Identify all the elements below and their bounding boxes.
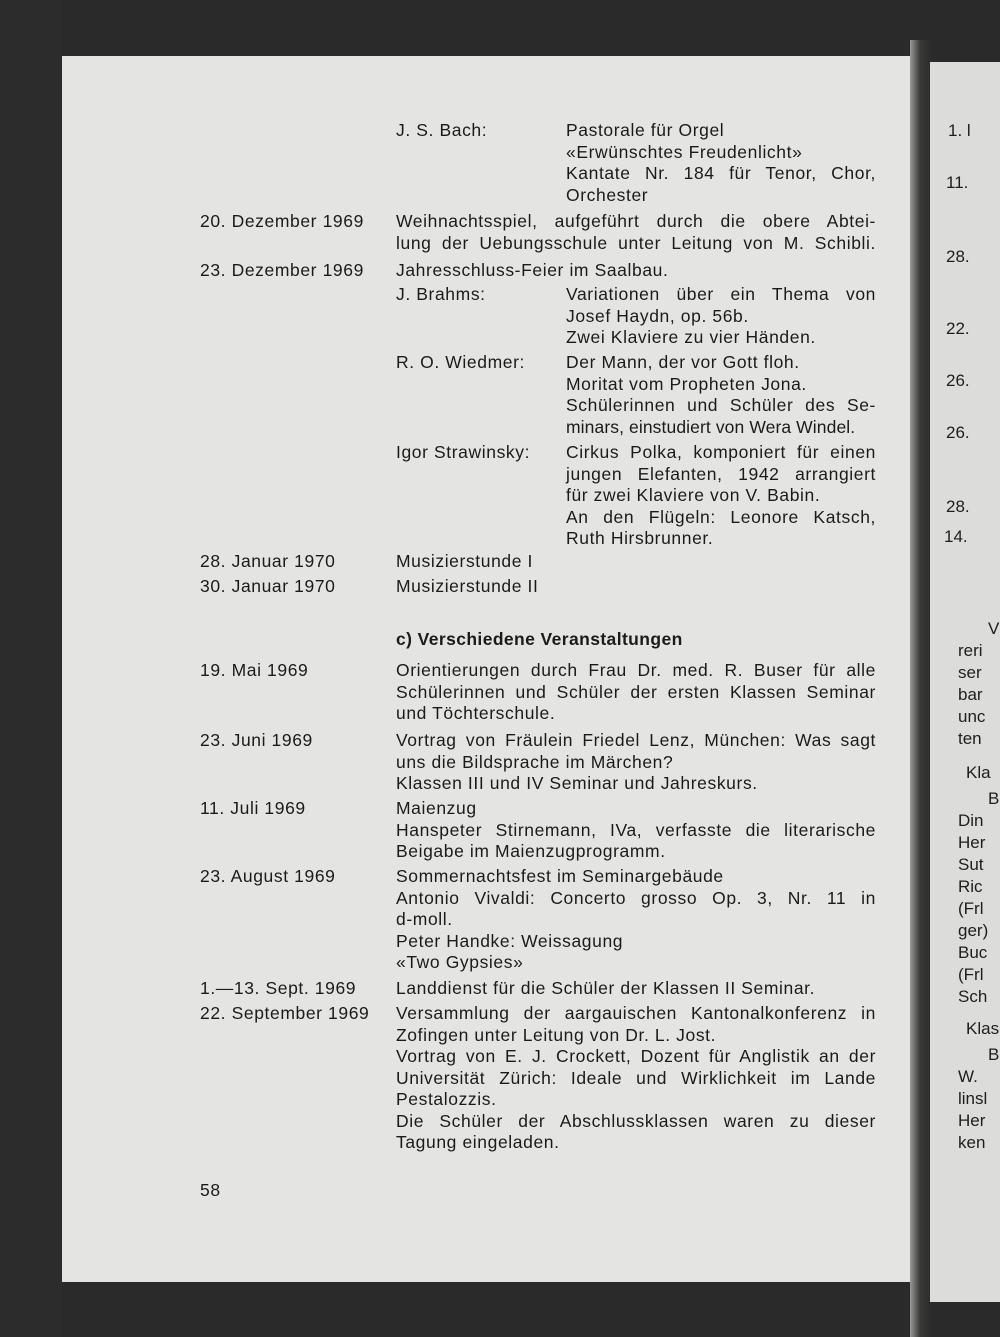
event-line: Vortrag von Fräulein Friedel Lenz, München: Was sagt bbox=[396, 730, 876, 750]
event-line: Versammlung der aargauischen Kantonalkonferenz in bbox=[396, 1003, 876, 1023]
fragment-line: Her bbox=[958, 1111, 986, 1130]
event-date: 22. September 1969 bbox=[200, 1003, 370, 1023]
event-line: lung der Uebungsschule unter Leitung von M. Schibli. bbox=[396, 232, 876, 253]
fragment-line: Buc bbox=[958, 943, 988, 962]
work-line: «Erwünschtes Freudenlicht» bbox=[566, 141, 803, 162]
fragment-line: Din bbox=[958, 811, 984, 830]
fragment-line: ser bbox=[958, 663, 982, 682]
event-date: 20. Dezember 1969 bbox=[200, 211, 364, 231]
fragment-line: 26. bbox=[946, 423, 970, 442]
event-date: 11. Juli 1969 bbox=[200, 798, 306, 818]
book-gutter bbox=[910, 40, 932, 1337]
work-line: Zwei Klaviere zu vier Händen. bbox=[566, 327, 816, 347]
fragment-line: Sut bbox=[958, 855, 984, 874]
fragment-line: Klas bbox=[966, 1019, 1000, 1038]
fragment-line: 28. bbox=[946, 247, 970, 266]
work-line: Cirkus Polka, komponiert für einen bbox=[566, 442, 876, 462]
event-date: 1.—13. Sept. 1969 bbox=[200, 978, 357, 998]
fragment-line: Kla bbox=[966, 763, 991, 782]
event-line: Landdienst für die Schüler der Klassen II Seminar. bbox=[396, 978, 816, 998]
event-line: Universität Zürich: Ideale und Wirklichkeit im Lande bbox=[396, 1067, 876, 1088]
work-line: Der Mann, der vor Gott floh. bbox=[566, 352, 800, 372]
event-line: Maienzug bbox=[396, 798, 477, 818]
work-line: Schülerinnen und Schüler des Se- bbox=[566, 395, 876, 415]
work-line: jungen Elefanten, 1942 arrangiert bbox=[566, 463, 876, 484]
event-line: und Töchterschule. bbox=[396, 703, 556, 723]
fragment-line: 14. bbox=[944, 527, 968, 546]
event-line: Klassen III und IV Seminar und Jahreskurs. bbox=[396, 773, 758, 793]
event-line: «Two Gypsies» bbox=[396, 952, 524, 972]
event-line: Tagung eingeladen. bbox=[396, 1132, 560, 1152]
fragment-line: linsl bbox=[958, 1089, 988, 1108]
fragment-line: (Frl bbox=[958, 899, 984, 918]
fragment-line: B bbox=[988, 1045, 1000, 1064]
work-line: Variationen über ein Thema von bbox=[566, 284, 876, 304]
fragment-line: reri bbox=[958, 641, 983, 660]
work-line: für zwei Klaviere von V. Babin. bbox=[566, 485, 821, 505]
event-date: 23. August 1969 bbox=[200, 866, 336, 886]
event-line: uns die Bildsprache im Märchen? bbox=[396, 751, 674, 772]
event-line: Hanspeter Stirnemann, IVa, verfasste die literarische bbox=[396, 819, 876, 840]
event-line: Vortrag von E. J. Crockett, Dozent für Anglistik an der bbox=[396, 1046, 876, 1066]
fragment-line: Sch bbox=[958, 987, 988, 1006]
work-line: Kantate Nr. 184 für Tenor, Chor, bbox=[566, 163, 876, 183]
composer-label: J. S. Bach: bbox=[396, 120, 488, 140]
fragment-line: B bbox=[988, 789, 1000, 808]
event-date: 30. Januar 1970 bbox=[200, 576, 336, 596]
fragment-line: ger) bbox=[958, 921, 989, 940]
adjacent-page-fragment bbox=[930, 62, 1000, 1302]
fragment-line: bar bbox=[958, 685, 983, 704]
event-line: Pestalozzis. bbox=[396, 1089, 497, 1109]
composer-label: R. O. Wiedmer: bbox=[396, 352, 525, 372]
fragment-line: ten bbox=[958, 729, 982, 748]
event-date: 23. Dezember 1969 bbox=[200, 260, 364, 280]
fragment-line: V bbox=[988, 619, 1000, 638]
composer-label: Igor Strawinsky: bbox=[396, 442, 531, 462]
work-line: Moritat vom Propheten Jona. bbox=[566, 373, 807, 394]
event-line: Musizierstunde II bbox=[396, 576, 539, 596]
event-line: d-moll. bbox=[396, 909, 453, 929]
work-line: minars, einstudiert von Wera Windel. bbox=[566, 416, 856, 437]
fragment-line: 26. bbox=[946, 371, 970, 390]
event-date: 28. Januar 1970 bbox=[200, 551, 336, 571]
event-line: Die Schüler der Abschlussklassen waren zu dieser bbox=[396, 1110, 876, 1131]
work-line: Ruth Hirsbrunner. bbox=[566, 528, 714, 548]
composer-label: J. Brahms: bbox=[396, 284, 486, 304]
fragment-line: 28. bbox=[946, 497, 970, 516]
event-line: Jahresschluss-Feier im Saalbau. bbox=[396, 260, 669, 280]
event-date: 23. Juni 1969 bbox=[200, 730, 313, 750]
fragment-line: 22. bbox=[946, 319, 970, 338]
event-line: Orientierungen durch Frau Dr. med. R. Buser für alle bbox=[396, 660, 876, 680]
work-line: Orchester bbox=[566, 184, 649, 205]
fragment-line: 1. l bbox=[948, 121, 971, 140]
scan-background-left bbox=[0, 0, 62, 1337]
page-number: 58 bbox=[200, 1180, 221, 1200]
event-line: Sommernachtsfest im Seminargebäude bbox=[396, 866, 724, 886]
event-line: Beigabe im Maienzugprogramm. bbox=[396, 841, 666, 861]
fragment-line: W. bbox=[958, 1067, 978, 1086]
fragment-line: ken bbox=[958, 1133, 986, 1152]
fragment-line: unc bbox=[958, 707, 986, 726]
event-line: Weihnachtsspiel, aufgeführt durch die obere Abtei- bbox=[396, 211, 876, 231]
event-line: Antonio Vivaldi: Concerto grosso Op. 3, Nr. 11 in bbox=[396, 887, 876, 908]
fragment-line: 11. bbox=[946, 173, 969, 192]
event-line: Musizierstunde I bbox=[396, 551, 534, 571]
work-line: Pastorale für Orgel bbox=[566, 120, 725, 140]
fragment-line: Her bbox=[958, 833, 986, 852]
fragment-line: Ric bbox=[958, 877, 983, 896]
fragment-line: (Frl bbox=[958, 965, 984, 984]
event-date: 19. Mai 1969 bbox=[200, 660, 309, 680]
event-line: Peter Handke: Weissagung bbox=[396, 930, 624, 951]
work-line: An den Flügeln: Leonore Katsch, bbox=[566, 506, 876, 527]
event-line: Schülerinnen und Schüler der ersten Klassen Seminar bbox=[396, 681, 876, 702]
scan-background-top bbox=[0, 0, 1000, 56]
event-line: Zofingen unter Leitung von Dr. L. Jost. bbox=[396, 1024, 717, 1045]
work-line: Josef Haydn, op. 56b. bbox=[566, 305, 749, 326]
section-heading: c) Verschiedene Veranstaltungen bbox=[396, 629, 683, 649]
